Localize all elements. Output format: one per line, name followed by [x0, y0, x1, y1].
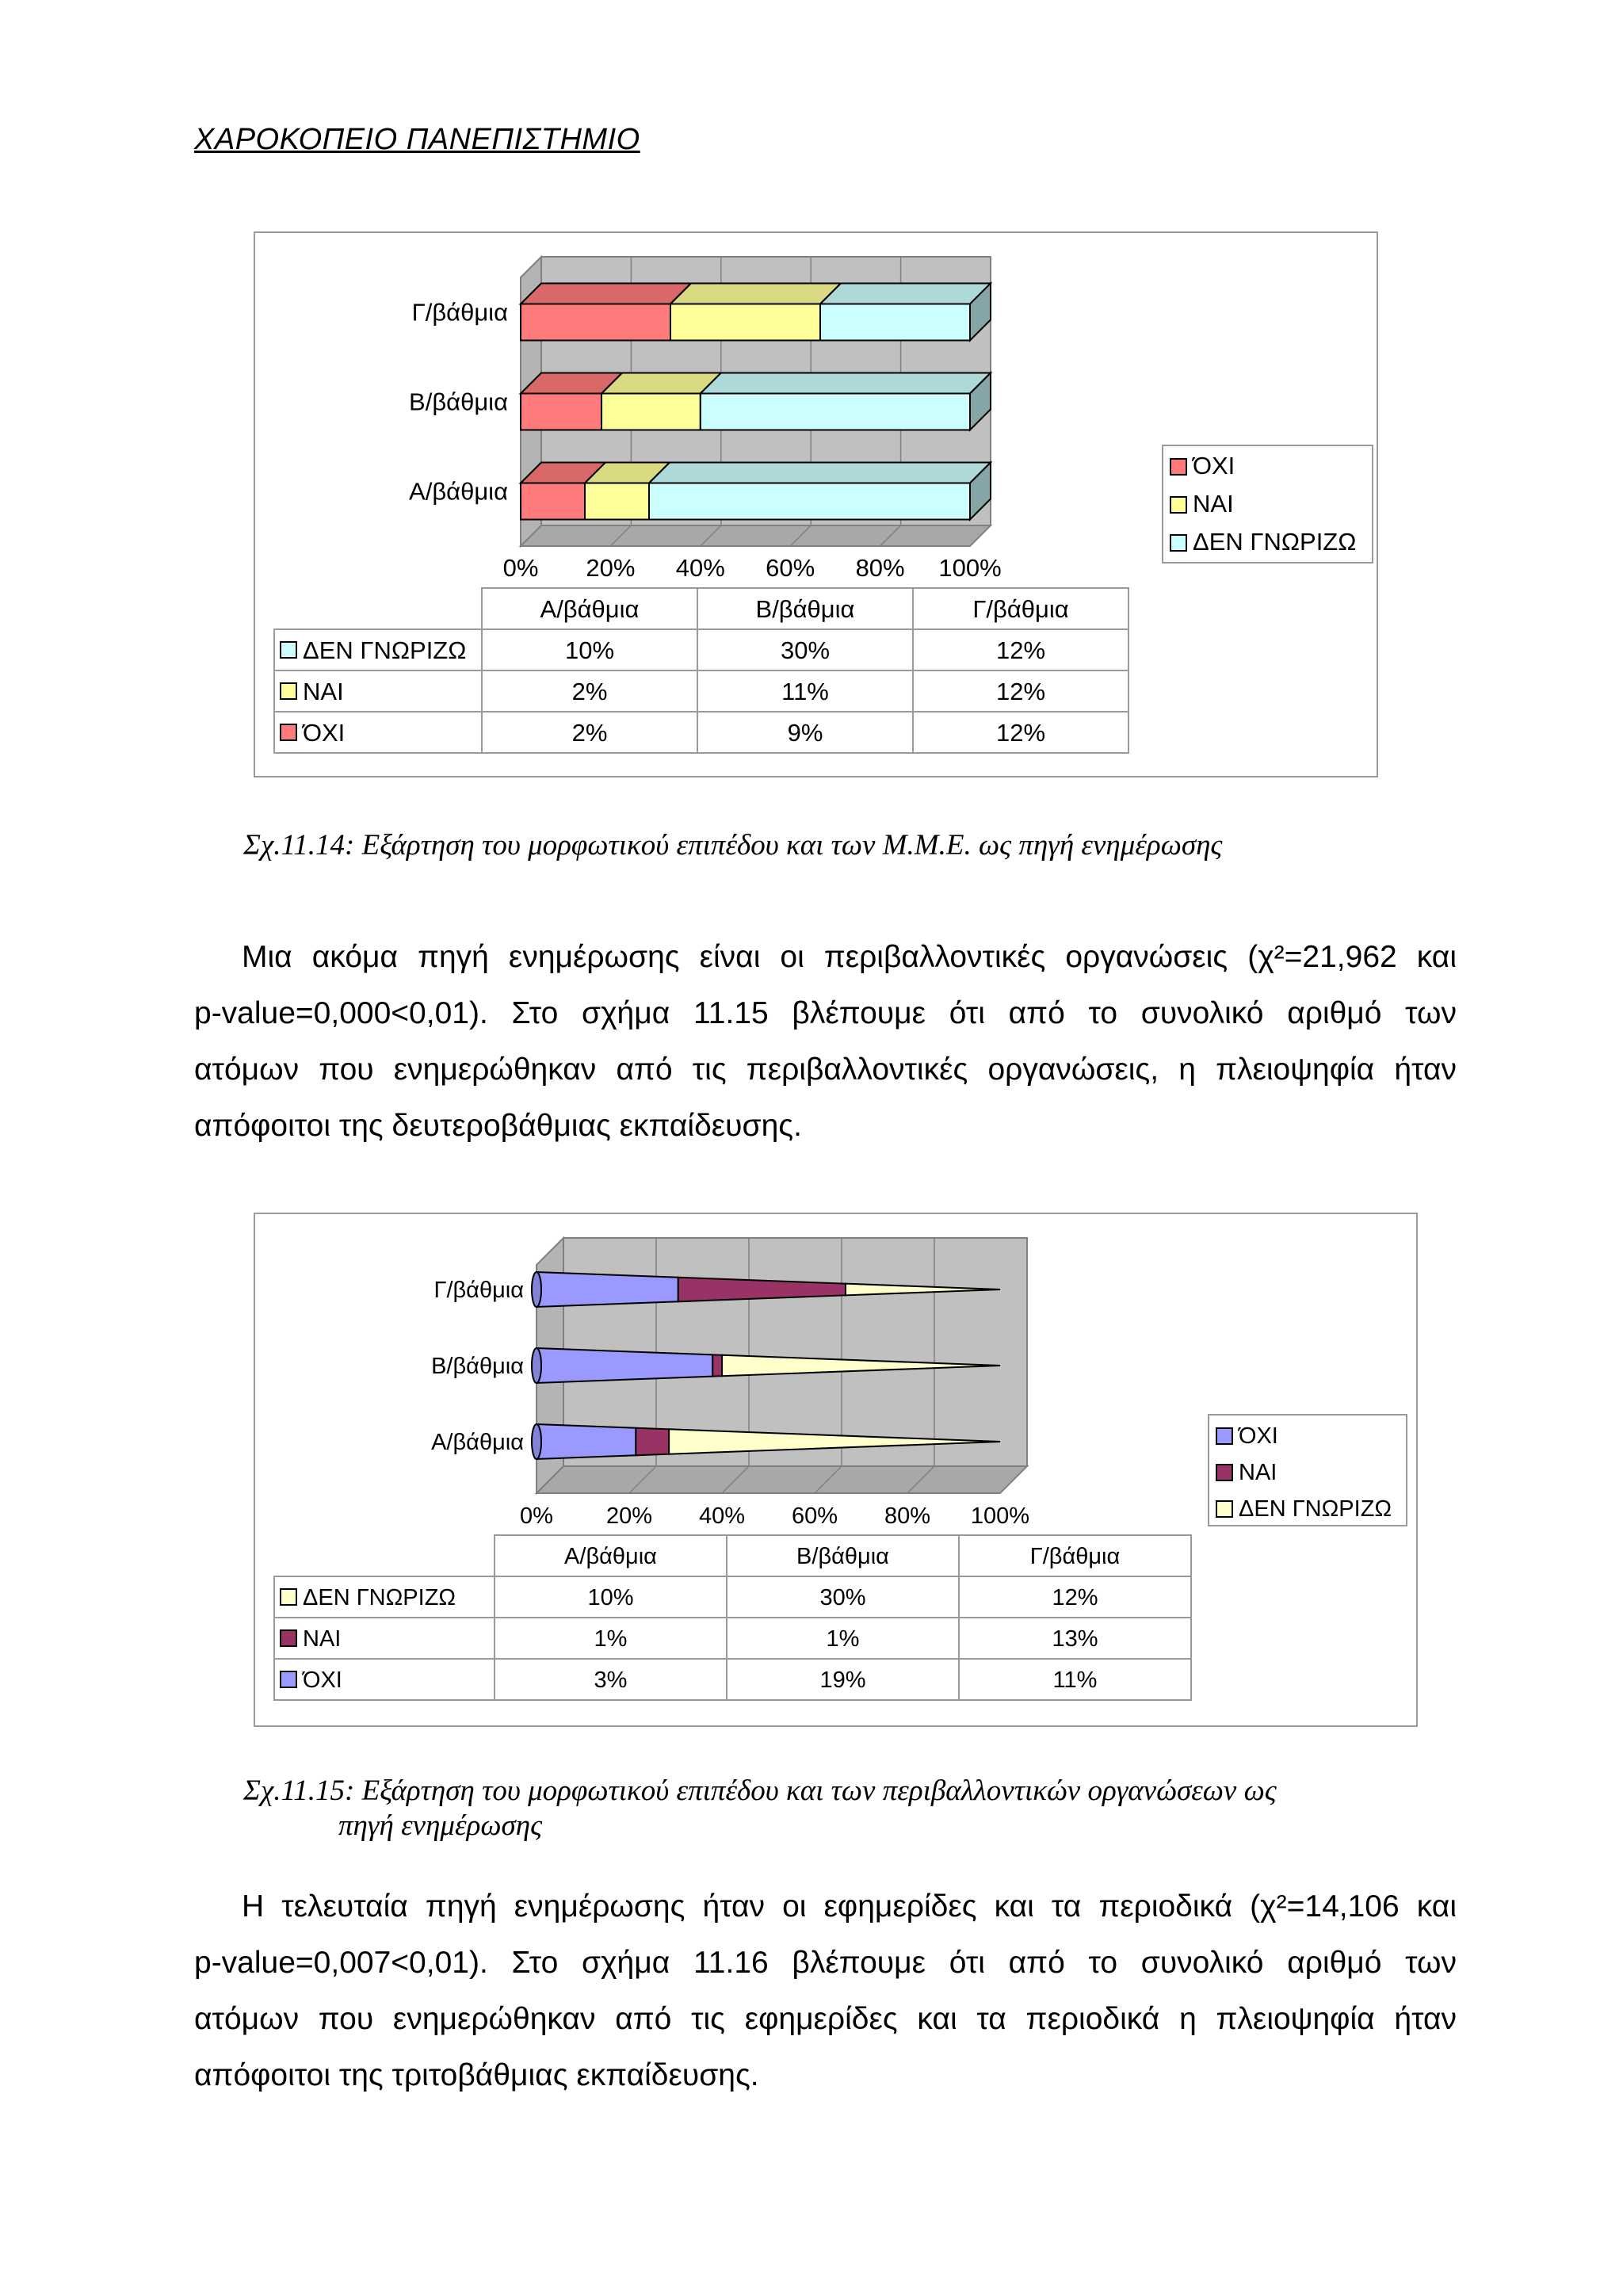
- figure-11-14-caption: [243, 828, 1222, 863]
- paragraph-line: Η τελευταία πηγή ενημέρωσης ήταν οι εφημερίδες και τα περιοδικά (χ²=14,106 και: [242, 1889, 1457, 1924]
- table-legend-swatch: [281, 683, 296, 699]
- legend-swatch: [1170, 535, 1186, 551]
- figure-11-15-chart: [254, 1213, 1418, 1727]
- paragraph-line: p-value=0,000<0,01). Στο σχήμα 11.15 βλέπουμε ότι από το συνολικό αριθμό των: [194, 996, 1457, 1030]
- plot-floor: [537, 1466, 1027, 1493]
- y-category-label: Β/βάθμια: [431, 1354, 524, 1380]
- table-row-label: ΔΕΝ ΓΝΩΡΙΖΩ: [303, 1585, 456, 1611]
- x-tick-label: 80%: [884, 1503, 931, 1529]
- table-cell-value: 10%: [587, 1585, 634, 1611]
- table-legend-swatch: [281, 1630, 296, 1646]
- bar-segment: [521, 483, 585, 520]
- legend-label: ΝΑΙ: [1193, 490, 1234, 518]
- caption-text: Σχ.11.14: Εξάρτηση του μορφωτικού επιπέδου και των Μ.Μ.Ε. ως πηγή ενημέρωσης: [243, 829, 1223, 861]
- table-header-label: Α/βάθμια: [540, 594, 640, 623]
- bar-cap: [532, 1272, 541, 1307]
- x-tick-label: 0%: [502, 554, 539, 582]
- table-cell-value: 19%: [819, 1668, 866, 1694]
- chart-11-15-svg: [255, 1214, 1416, 1725]
- legend-swatch: [1170, 459, 1186, 475]
- y-category-label: Γ/βάθμια: [433, 1278, 524, 1304]
- table-legend-swatch: [281, 642, 296, 658]
- table-cell-value: 3%: [594, 1668, 628, 1694]
- bar-segment: [521, 394, 601, 430]
- bar-segment-top: [820, 284, 991, 304]
- bar-segment: [820, 304, 970, 341]
- paragraph-line: απόφοιτοι της δευτεροβάθμιας εκπαίδευσης.: [194, 1109, 802, 1143]
- paragraph-line: p-value=0,007<0,01). Στο σχήμα 11.16 βλέπουμε ότι από το συνολικό αριθμό των: [194, 1946, 1457, 1980]
- table-cell-value: 11%: [1052, 1668, 1098, 1694]
- table-cell-value: 12%: [995, 677, 1046, 705]
- table-cell-value: 9%: [787, 718, 823, 747]
- bar-segment-top: [701, 373, 991, 394]
- table-header-label: Γ/βάθμια: [972, 594, 1069, 623]
- x-tick-label: 20%: [605, 1503, 653, 1529]
- bar-segment: [649, 483, 970, 520]
- figure-11-15-caption: [243, 1774, 1277, 1843]
- bar-segment: [601, 394, 701, 430]
- table-header-label: Α/βάθμια: [564, 1544, 657, 1570]
- y-category-label: Γ/βάθμια: [411, 298, 508, 327]
- table-legend-swatch: [281, 1671, 296, 1687]
- paragraph-line: ατόμων που ενημερώθηκαν από τις περιβαλλοντικές οργανώσεις, η πλειοψηφία ήταν: [194, 1052, 1457, 1087]
- caption-text-line2: πηγή ενημέρωσης: [338, 1809, 543, 1842]
- table-cell-value: 1%: [594, 1626, 628, 1652]
- table-header-label: Γ/βάθμια: [1029, 1544, 1121, 1570]
- legend-swatch: [1216, 1428, 1232, 1444]
- x-tick-label: 60%: [766, 554, 815, 582]
- legend-label: ΝΑΙ: [1239, 1460, 1277, 1485]
- bar-segment: [701, 394, 970, 430]
- legend-label: ΔΕΝ ΓΝΩΡΙΖΩ: [1239, 1496, 1392, 1522]
- bar-segment-top: [521, 284, 691, 304]
- bar-segment: [537, 1348, 712, 1383]
- caption-text-line1: Σχ.11.15: Εξάρτηση του μορφωτικού επιπέδου και των περιβαλλοντικών οργανώσεων ως: [243, 1775, 1277, 1807]
- bar-segment: [712, 1354, 722, 1376]
- table-legend-swatch: [281, 724, 296, 740]
- chart-11-14-svg: [255, 233, 1377, 776]
- x-tick-label: 80%: [855, 554, 905, 582]
- bar-segment: [521, 304, 670, 341]
- y-category-label: Α/βάθμια: [431, 1430, 524, 1456]
- table-header-label: Β/βάθμια: [796, 1544, 889, 1570]
- page-header-title: ΧΑΡΟΚΟΠΕΙΟ ΠΑΝΕΠΙΣΤΗΜΙΟ: [194, 123, 640, 156]
- x-tick-label: 60%: [791, 1503, 838, 1529]
- legend-label: ΌΧΙ: [1239, 1423, 1278, 1449]
- paragraph-environmental-organisations: [194, 929, 1457, 1154]
- table-cell-value: 30%: [819, 1585, 866, 1611]
- paragraph-line: απόφοιτοι της τριτοβάθμιας εκπαίδευσης.: [194, 2058, 759, 2092]
- bar-segment: [537, 1272, 678, 1307]
- table-cell-value: 12%: [1052, 1585, 1098, 1611]
- bar-segment: [537, 1424, 636, 1459]
- table-header-label: Β/βάθμια: [755, 594, 855, 623]
- figure-11-14-chart: [254, 231, 1378, 777]
- table-cell-value: 12%: [995, 718, 1046, 747]
- paragraph-line: ατόμων που ενημερώθηκαν από τις εφημερίδες και τα περιοδικά η πλειοψηφία ήταν: [194, 2002, 1457, 2036]
- x-tick-label: 100%: [970, 1503, 1030, 1529]
- table-row-label: ΔΕΝ ΓΝΩΡΙΖΩ: [303, 636, 467, 664]
- table-cell-value: 12%: [995, 636, 1046, 664]
- table-cell-value: 11%: [781, 677, 829, 705]
- legend-label: ΔΕΝ ΓΝΩΡΙΖΩ: [1193, 528, 1357, 556]
- x-tick-label: 100%: [938, 554, 1002, 582]
- paragraph-line: Μια ακόμα πηγή ενημέρωσης είναι οι περιβαλλοντικές οργανώσεις (χ²=21,962 και: [242, 940, 1457, 974]
- table-row-label: ΌΧΙ: [303, 1668, 342, 1694]
- legend-label: ΌΧΙ: [1193, 452, 1235, 479]
- table-legend-swatch: [281, 1589, 296, 1605]
- bar-segment-top: [670, 284, 841, 304]
- bar-segment: [636, 1428, 669, 1456]
- plot-floor: [521, 525, 991, 546]
- bar-segment-top: [649, 463, 991, 483]
- x-tick-label: 40%: [698, 1503, 746, 1529]
- y-category-label: Α/βάθμια: [409, 477, 508, 506]
- legend-swatch: [1216, 1465, 1232, 1480]
- table-cell-value: 2%: [571, 677, 608, 705]
- bar-segment: [585, 483, 649, 520]
- bar-cap: [532, 1348, 541, 1383]
- x-tick-label: 40%: [675, 554, 725, 582]
- table-row-label: ΌΧΙ: [303, 718, 346, 747]
- legend-swatch: [1216, 1501, 1232, 1517]
- paragraph-newspapers-magazines: [194, 1878, 1457, 2103]
- bar-cap: [532, 1424, 541, 1459]
- table-cell-value: 10%: [564, 636, 615, 664]
- table-cell-value: 1%: [826, 1626, 860, 1652]
- table-row-label: ΝΑΙ: [303, 1626, 342, 1652]
- table-cell-value: 2%: [571, 718, 608, 747]
- legend-swatch: [1170, 497, 1186, 513]
- bar-segment: [670, 304, 820, 341]
- x-tick-label: 20%: [586, 554, 636, 582]
- table-row-label: ΝΑΙ: [303, 677, 344, 705]
- table-cell-value: 30%: [780, 636, 831, 664]
- x-tick-label: 0%: [520, 1503, 553, 1529]
- table-cell-value: 13%: [1052, 1626, 1098, 1652]
- y-category-label: Β/βάθμια: [409, 388, 508, 416]
